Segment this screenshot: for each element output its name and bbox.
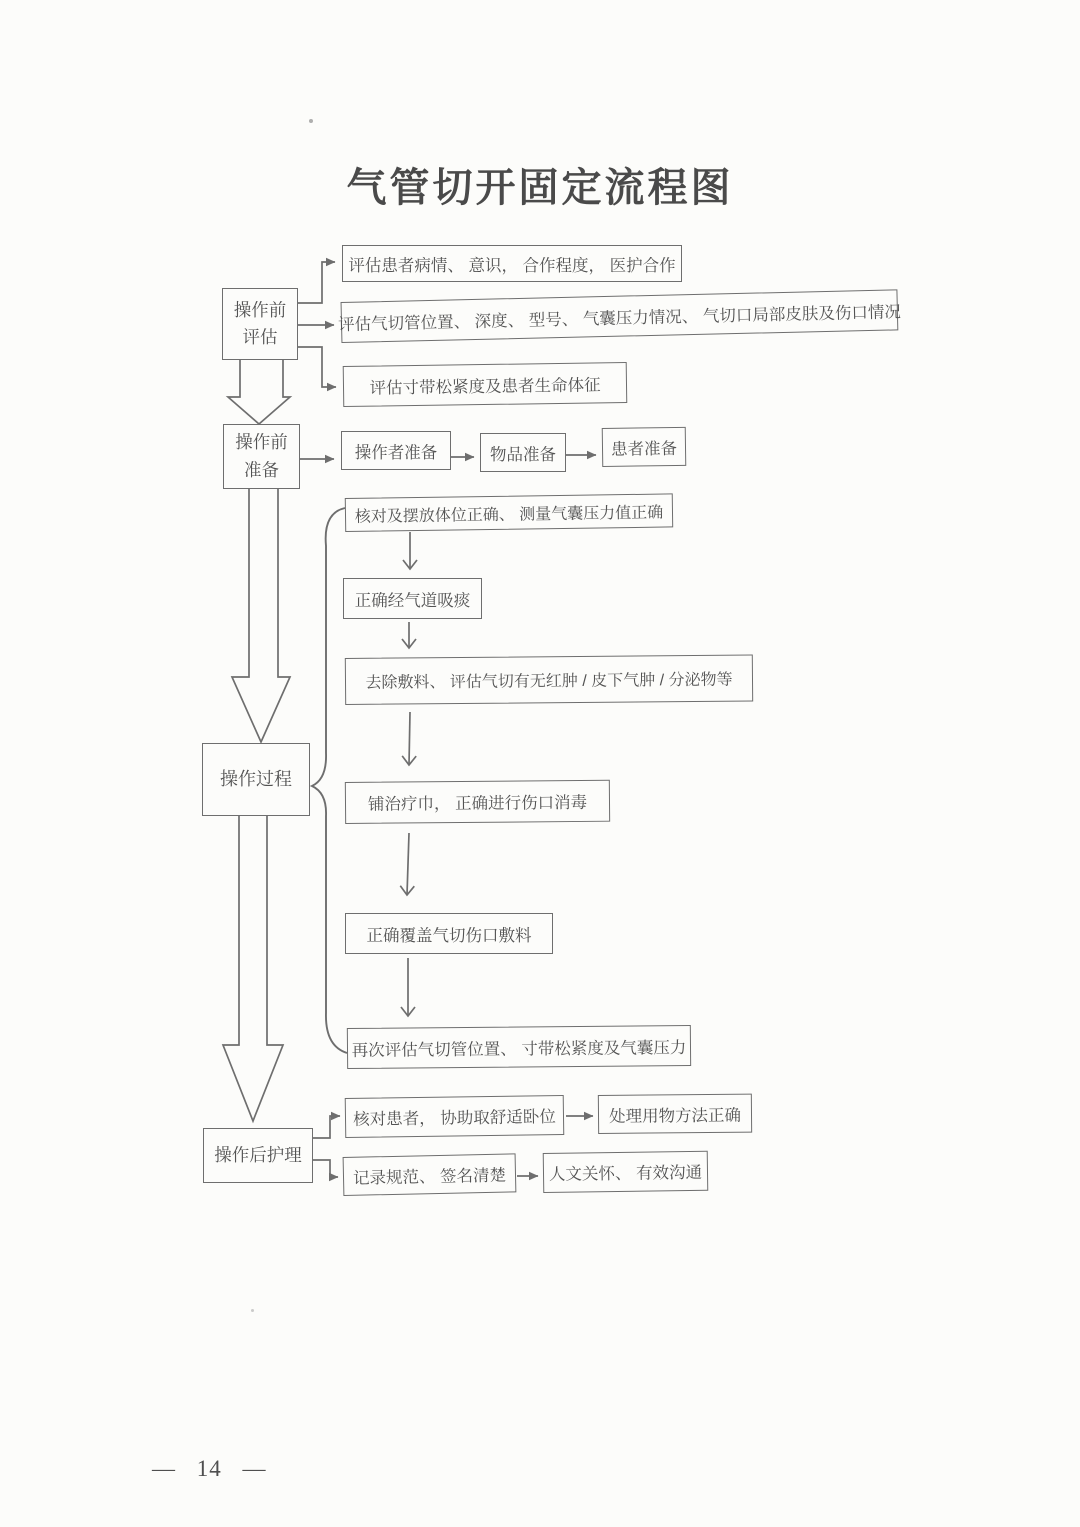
page-number: — 14 — [152,1456,267,1481]
scan-speck-bottom [251,1309,254,1312]
page-title: 气管切开固定流程图 [346,166,734,210]
preparation-supplies-box: 物品准备 [480,433,566,472]
stage-pre-assessment-line1: 操作前 [233,299,287,320]
stage-pre-assessment-line2: 评估 [242,327,278,347]
process-suction-box: 正确经气道吸痰 [343,578,482,619]
preparation-operator-box: 操作者准备 [341,431,451,470]
aftercare-comfort-box: 核对患者， 协助取舒适卧位 [345,1095,565,1138]
scan-speck-top [309,119,313,123]
preparation-patient-box: 患者准备 [602,427,687,467]
assessment-tube-box: 评估气切管位置、 深度、 型号、 气囊压力情况、 气切口局部皮肤及伤口情况 [341,289,899,343]
stage-aftercare-label: 操作后护理 [214,1144,302,1165]
stage-pre-preparation-line1: 操作前 [235,432,288,453]
process-cover-dressing-box: 正确覆盖气切伤口敷料 [345,913,553,954]
stage-process-label: 操作过程 [220,768,292,789]
assessment-patient-box: 评估患者病情、 意识， 合作程度， 医护合作 [342,245,682,282]
process-disinfect-box: 铺治疗巾， 正确进行伤口消毒 [345,780,610,824]
stage-process-box [202,743,310,816]
process-group-brace [312,508,347,1053]
aftercare-dispose-box: 处理用物方法正确 [598,1094,752,1134]
block-arrow-preparation-to-process [232,489,290,742]
connector-preassessment-to-patient-arrow [298,262,335,303]
stage-aftercare-box [203,1128,313,1183]
aftercare-communication-box: 人文关怀、 有效沟通 [543,1151,709,1193]
process-position-check-box: 核对及摆放体位正确、 测量气囊压力值正确 [345,493,673,532]
connector-aftercare-to-comfort-arrow [313,1116,340,1138]
process-remove-dressing-box: 去除敷料、 评估气切有无红肿 / 皮下气肿 / 分泌物等 [345,654,753,705]
process-reassess-box: 再次评估气切管位置、 寸带松紧度及气囊压力 [347,1025,691,1069]
connector-aftercare-to-record-arrow [313,1160,338,1177]
stage-pre-assessment-box [222,288,298,360]
stage-pre-preparation-box [223,424,300,489]
aftercare-record-box: 记录规范、 签名清楚 [343,1153,517,1196]
block-arrow-process-to-aftercare [223,816,283,1121]
assessment-tape-box: 评估寸带松紧度及患者生命体征 [343,362,628,407]
arrow-disinfect-to-coverdressing [407,833,409,895]
connector-preassessment-to-tape-arrow [298,347,336,387]
stage-pre-preparation-line2: 准备 [244,459,279,480]
arrow-removedressing-to-disinfect [409,712,410,765]
block-arrow-assessment-to-preparation [228,360,290,424]
